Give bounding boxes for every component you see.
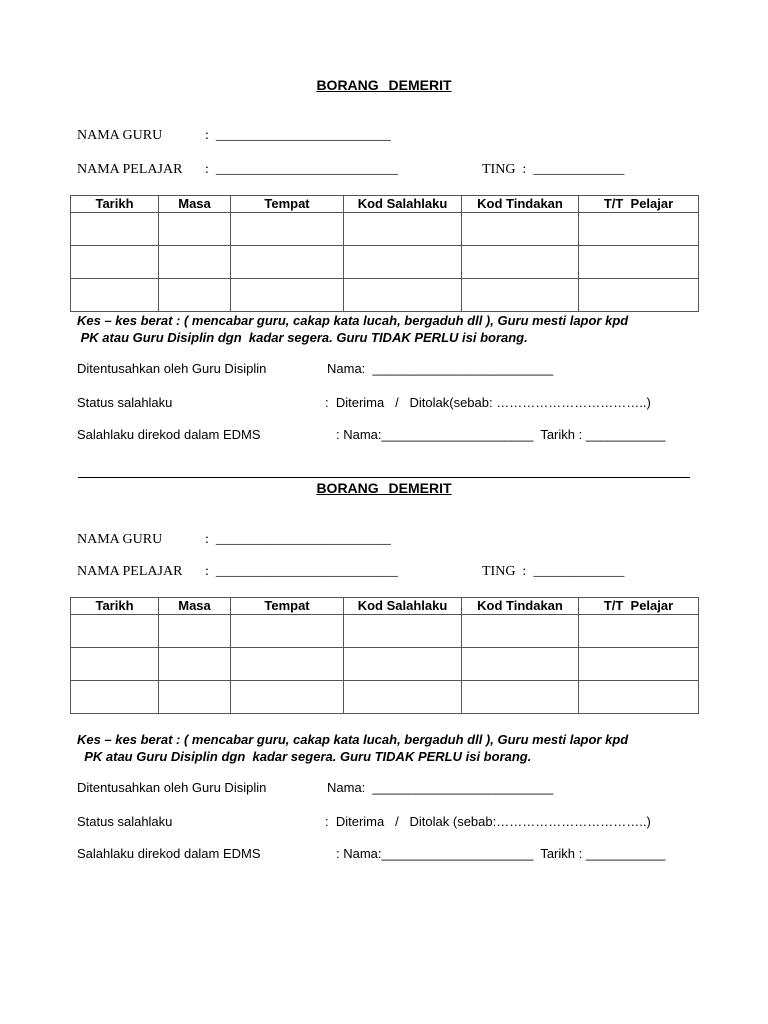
nama-pelajar-label: NAMA PELAJAR: [77, 162, 183, 177]
edms-label: Salahlaku direkod dalam EDMS: [77, 427, 261, 442]
edms-field[interactable]: : Nama:_____________________ Tarikh : ___________: [336, 846, 666, 861]
table-cell[interactable]: [344, 648, 462, 681]
col-tarikh: Tarikh: [71, 196, 159, 213]
col-tempat: Tempat: [231, 598, 344, 615]
table-cell[interactable]: [231, 648, 344, 681]
nama-pelajar-label: NAMA PELAJAR: [77, 564, 183, 579]
table-cell[interactable]: [71, 681, 159, 714]
nama-guru-field[interactable]: : _________________________: [205, 128, 391, 143]
status-label: Status salahlaku: [77, 814, 173, 829]
note-line: Kes – kes berat : ( mencabar guru, cakap kata lucah, bergaduh dll ), Guru mesti lapor kpd: [77, 732, 629, 747]
status-field[interactable]: : Diterima / Ditolak (sebab:……………………………..): [325, 814, 651, 829]
table-cell[interactable]: [159, 681, 231, 714]
table-cell[interactable]: [579, 279, 699, 312]
edms-label: Salahlaku direkod dalam EDMS: [77, 846, 261, 861]
table-cell[interactable]: [579, 648, 699, 681]
table-cell[interactable]: [462, 681, 579, 714]
table-cell[interactable]: [344, 246, 462, 279]
serious-case-note: [77, 731, 717, 765]
table-cell[interactable]: [344, 213, 462, 246]
table-row: [71, 615, 699, 648]
demerit-table: [70, 195, 699, 312]
col-kod-salahlaku: Kod Salahlaku: [344, 196, 462, 213]
col-masa: Masa: [159, 196, 231, 213]
table-cell[interactable]: [231, 615, 344, 648]
col-tt-pelajar: T/T Pelajar: [579, 196, 699, 213]
table-cell[interactable]: [462, 213, 579, 246]
ting-field[interactable]: TING : _____________: [482, 162, 625, 177]
separator-line: [78, 477, 690, 478]
table-cell[interactable]: [159, 279, 231, 312]
table-cell[interactable]: [579, 681, 699, 714]
nama-guru-field[interactable]: : _________________________: [205, 532, 391, 547]
disiplin-nama-field[interactable]: Nama: _________________________: [327, 361, 554, 376]
col-kod-tindakan: Kod Tindakan: [462, 598, 579, 615]
note-line: PK atau Guru Disiplin dgn kadar segera. Guru TIDAK PERLU isi borang.: [77, 749, 532, 764]
demerit-table: [70, 597, 699, 714]
nama-pelajar-field[interactable]: : __________________________: [205, 564, 398, 579]
table-cell[interactable]: [344, 615, 462, 648]
table-cell[interactable]: [462, 246, 579, 279]
table-cell[interactable]: [462, 279, 579, 312]
nama-pelajar-field[interactable]: : __________________________: [205, 162, 398, 177]
form-title: BORANG DEMERIT: [316, 480, 452, 496]
table-cell[interactable]: [579, 246, 699, 279]
status-label: Status salahlaku: [77, 395, 173, 410]
disiplin-nama-field[interactable]: Nama: _________________________: [327, 780, 554, 795]
table-cell[interactable]: [71, 648, 159, 681]
note-line: PK atau Guru Disiplin dgn kadar segera. Guru TIDAK PERLU isi borang.: [77, 330, 528, 345]
table-cell[interactable]: [579, 213, 699, 246]
col-tempat: Tempat: [231, 196, 344, 213]
note-line: Kes – kes berat : ( mencabar guru, cakap kata lucah, bergaduh dll ), Guru mesti lapor kpd: [77, 313, 629, 328]
nama-guru-label: NAMA GURU: [77, 128, 163, 143]
table-cell[interactable]: [159, 246, 231, 279]
table-cell[interactable]: [159, 648, 231, 681]
table-row: [71, 648, 699, 681]
table-row: [71, 246, 699, 279]
edms-field[interactable]: : Nama:_____________________ Tarikh : ___________: [336, 427, 666, 442]
table-row: [71, 681, 699, 714]
serious-case-note: [77, 312, 717, 346]
col-kod-salahlaku: Kod Salahlaku: [344, 598, 462, 615]
col-masa: Masa: [159, 598, 231, 615]
table-cell[interactable]: [231, 279, 344, 312]
table-cell[interactable]: [462, 615, 579, 648]
table-cell[interactable]: [344, 681, 462, 714]
form-title: BORANG DEMERIT: [316, 77, 452, 93]
col-kod-tindakan: Kod Tindakan: [462, 196, 579, 213]
table-cell[interactable]: [231, 246, 344, 279]
table-cell[interactable]: [231, 213, 344, 246]
table-cell[interactable]: [344, 279, 462, 312]
table-cell[interactable]: [462, 648, 579, 681]
table-cell[interactable]: [231, 681, 344, 714]
table-row: [71, 213, 699, 246]
table-header-row: [71, 196, 699, 213]
col-tarikh: Tarikh: [71, 598, 159, 615]
table-header-row: [71, 598, 699, 615]
table-row: [71, 279, 699, 312]
table-cell[interactable]: [71, 279, 159, 312]
table-cell[interactable]: [159, 213, 231, 246]
table-cell[interactable]: [71, 213, 159, 246]
ting-field[interactable]: TING : _____________: [482, 564, 625, 579]
disiplin-label: Ditentusahkan oleh Guru Disiplin: [77, 780, 267, 795]
table-cell[interactable]: [71, 615, 159, 648]
status-field[interactable]: : Diterima / Ditolak(sebab: ……………………………..): [325, 395, 651, 410]
table-cell[interactable]: [579, 615, 699, 648]
table-cell[interactable]: [159, 615, 231, 648]
disiplin-label: Ditentusahkan oleh Guru Disiplin: [77, 361, 267, 376]
col-tt-pelajar: T/T Pelajar: [579, 598, 699, 615]
nama-guru-label: NAMA GURU: [77, 532, 163, 547]
table-cell[interactable]: [71, 246, 159, 279]
